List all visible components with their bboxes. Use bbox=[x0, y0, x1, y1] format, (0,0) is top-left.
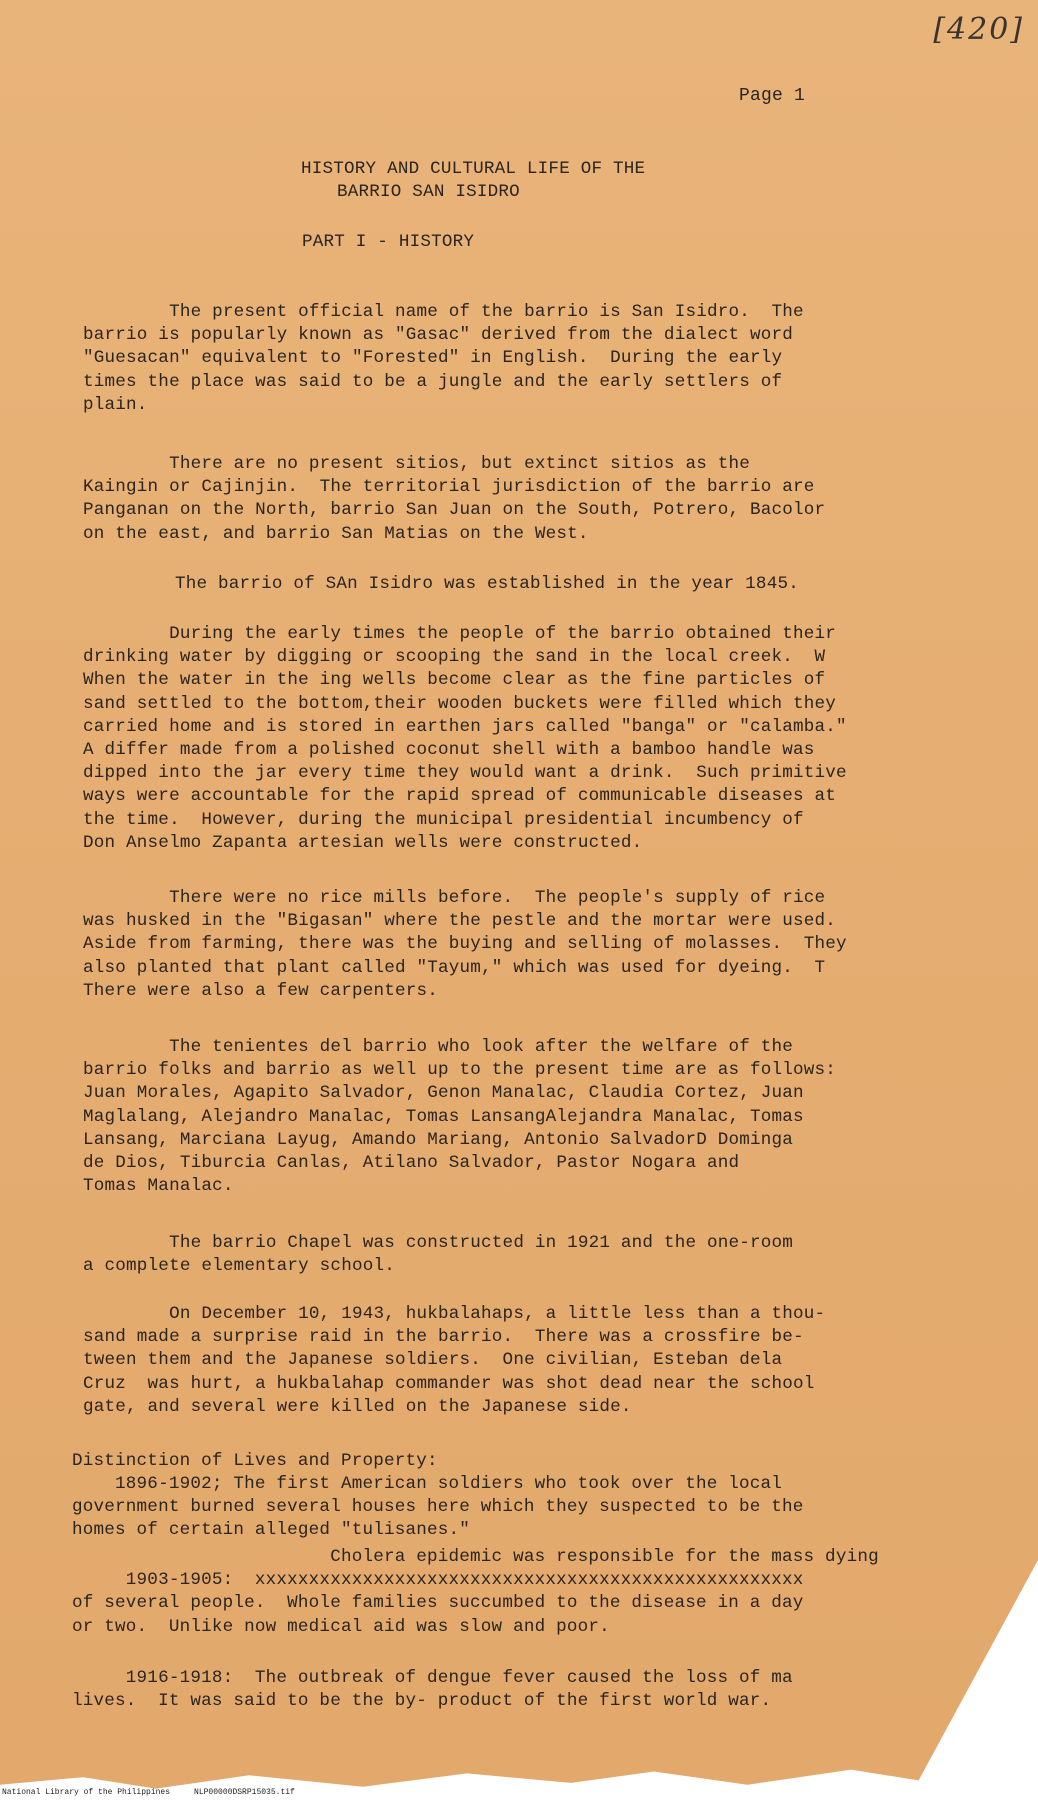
paragraph-rice-mills: There were no rice mills before. The people's supply of rice was husked in the "Bigasan" where the pestle and the mortar were used. Aside from farming, there was the buying and selling of molasses. They also planted that plant called "Tayum," which was used for dyeing. T There were also a few carpenters. bbox=[83, 888, 847, 1001]
paragraph-drinking-water: During the early times the people of the barrio obtained their drinking water by digging or scooping the sand in the local creek. W When the water in the ing wells become clear as the fine particles of sand settled to the bottom,their wooden buckets were filled which they carried home and is stored in earthen jars called "banga" or "calamba." A differ made from a polished coconut shell with a bamboo handle was dipped into the jar every time they would want a drink. Such primitive ways were accountable for the rapid spread of communicable diseases at the time. However, during the municipal presidential incumbency of Don Anselmo Zapanta artesian wells were constructed. bbox=[83, 624, 847, 853]
section-heading: PART I - HISTORY bbox=[302, 232, 475, 252]
paragraph-1903-1905: Cholera epidemic was responsible for the mass dying 1903-1905: xxxxxxxxxxxxxxxxxxxxxxxxxxxxxxxxxxxxxxxxxxxxxxxxxxx of several people. Whole families succumbed to the disease in a day or two. Unlike now medical aid was slow and poor. bbox=[72, 1547, 879, 1637]
document-title-line-2: BARRIO SAN ISIDRO bbox=[337, 182, 520, 202]
paragraph-raid-1943: On December 10, 1943, hukbalahaps, a little less than a thou- sand made a surprise raid in the barrio. There was a crossfire be- tween them and the Japanese soldiers. One civilian, Esteban dela Cruz was hurt, a hukbalahap commander was shot dead near the school gate, and several were killed on the Japanese side. bbox=[83, 1304, 826, 1417]
paragraph-1896-1902: 1896-1902; The first American soldiers who took over the local government burned several houses here which they suspected to be the homes of certain alleged "tulisanes." bbox=[72, 1474, 804, 1541]
handwritten-reference: [420] bbox=[933, 12, 1024, 47]
footer-caption: National Library of the Philippines NLP00000DSRP15035.tif bbox=[2, 1788, 295, 1797]
paragraph-established: The barrio of SAn Isidro was established in the year 1845. bbox=[175, 574, 799, 594]
paragraph-chapel: The barrio Chapel was constructed in 1921 and the one-room a complete elementary school. bbox=[83, 1233, 794, 1277]
paragraph-official-name: The present official name of the barrio is San Isidro. The barrio is popularly known as "Gasac" derived from the dialect word "Guesacan" equivalent to "Forested" in English. During the early times the place was said to be a jungle and the early settlers of plain. bbox=[83, 302, 804, 415]
distinction-heading: Distinction of Lives and Property: bbox=[72, 1451, 438, 1471]
paragraph-sitios: There are no present sitios, but extinct sitios as the Kaingin or Cajinjin. The territorial jurisdiction of the barrio are Panganan on the North, barrio San Juan on the South, Potrero, Bacolor on the east, and barrio San Matias on the West. bbox=[83, 454, 826, 544]
document-title-line-1: HISTORY AND CULTURAL LIFE OF THE bbox=[301, 159, 646, 179]
torn-corner bbox=[908, 1560, 1038, 1800]
paragraph-tenientes: The tenientes del barrio who look after the welfare of the barrio folks and barrio as well up to the present time are as follows: Juan Morales, Agapito Salvador, Genon Manalac, Claudia Cortez, Juan Maglalang, Alejandro Manalac, Tomas LansangAlejandra Manalac, Tomas Lansang, Marciana Layug, Amando Mariang, Antonio SalvadorD Dominga de Dios, Tiburcia Canlas, Atilano Salvador, Pastor Nogara and Tomas Manalac. bbox=[83, 1037, 837, 1197]
page-number: Page 1 bbox=[739, 86, 806, 106]
paragraph-1916-1918: 1916-1918: The outbreak of dengue fever caused the loss of ma lives. It was said to be the by- product of the first world war. bbox=[72, 1668, 793, 1712]
